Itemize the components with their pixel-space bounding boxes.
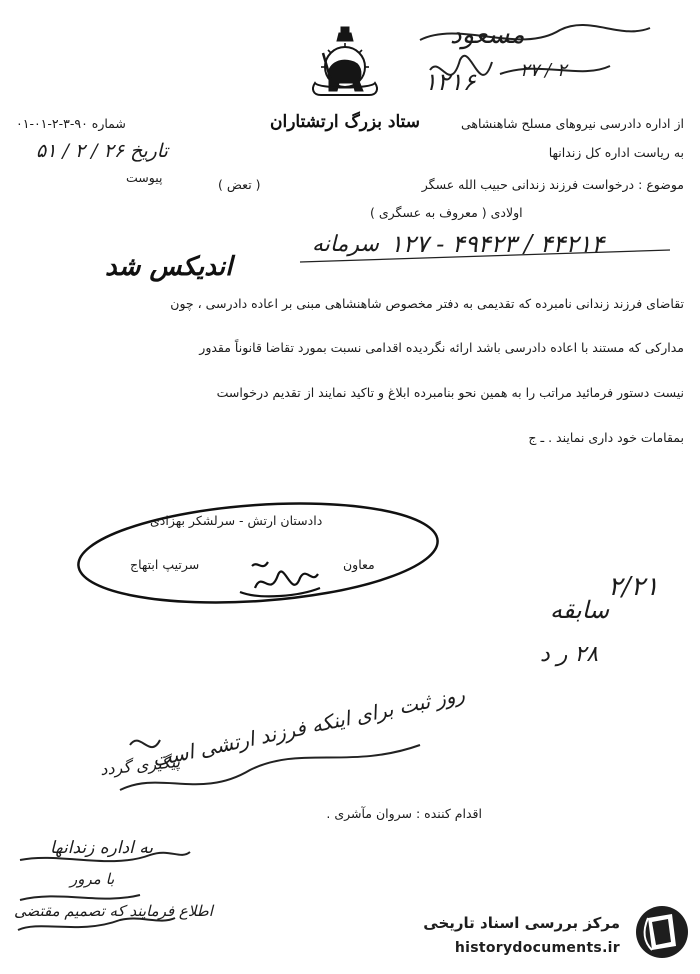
body-line-2: مدارکی که مستند با اعاده دادرسی باشد ارائه نگردیده اقدامی نسبت بمورد تقاضا قانوناً مقدور [199, 340, 684, 355]
deputy-label: معاون [343, 557, 375, 572]
signature-ellipse [75, 493, 441, 614]
left-note-2: با مرور [70, 870, 115, 888]
body-line-4: بمقامات خود داری نمایند . ـ ج [528, 430, 684, 445]
watermark-logo-icon [636, 906, 688, 958]
left-note-3: اطلاع فرمایند که تصمیم مقتضی [14, 902, 213, 920]
bottom-handwritten-note-2: پیگیری گردد [99, 751, 181, 780]
body-line-1: تقاضای فرزند زندانی نامبرده که تقدیمی به دفتر مخصوص شاهنشاهی مبنی بر اعاده دادرسی ، چون [170, 296, 684, 311]
side-note-3: ۲۸ ر د [540, 642, 599, 667]
handwritten-name-top: مسعود [450, 20, 525, 50]
number-line: شماره ۹۰-۳-۲-۰۱-۰۱ [16, 116, 126, 131]
handwritten-number-top: ۱۲۱۶ [424, 68, 476, 96]
subject-text: درخواست فرزند زندانی حبیب الله عسگر [421, 177, 635, 192]
side-note-2: سابقه [550, 596, 610, 624]
signature-line-1: دادستان ارتش - سرلشکر بهزادی [150, 513, 323, 528]
to-line: به ریاست اداره کل زندانها [548, 145, 684, 160]
from-line: از اداره دادرسی نیروهای مسلح شاهنشاهی [460, 116, 684, 131]
attachment-line: پیوست [126, 170, 163, 185]
subject-line: موضوع : درخواست فرزند زندانی حبیب الله عسگر [421, 177, 684, 192]
watermark-url: historydocuments.ir [454, 940, 620, 956]
bottom-handwritten-note: روز ثبت برای اینکه فرزند ارتشی است [150, 681, 467, 772]
org-title: ستاد بزرگ ارتشتاران [270, 112, 421, 132]
indexed-stamp: اندیکس شد [105, 252, 233, 282]
watermark-name: مرکز بررسی اسناد تاریخی [423, 914, 620, 932]
registry-number: ۱۲۷ - ۴۹۴۲۳ / ۴۴۲۱۴ [390, 230, 605, 258]
body-line-3: نیست دستور فرمائید مراتب را به همین نحو بنامبرده ابلاغ و تاکید نمایند از تقدیم درخواست [216, 385, 684, 400]
subject-label: موضوع [646, 177, 684, 192]
handwritten-date-top: ۲۷ / ۲ [520, 60, 567, 81]
subject-line2: اولادی ( معروف به عسگری ) [370, 205, 523, 220]
subject-paren: ( تعض ) [218, 177, 261, 192]
action-line: اقدام کننده : سروان مآشری . [326, 806, 482, 821]
signature-line-2: سرتیپ ابتهاج [130, 557, 200, 572]
registry-label: سرمانه [312, 232, 379, 257]
date-line: تاریخ ۲۶ / ۲ / ۵۱ [36, 140, 168, 162]
signature-scribble [240, 562, 320, 596]
side-note-1: ۲/۲۱ [608, 572, 659, 602]
lion-and-sun-emblem [313, 27, 377, 95]
left-note-1: به اداره زندانها [50, 838, 154, 858]
